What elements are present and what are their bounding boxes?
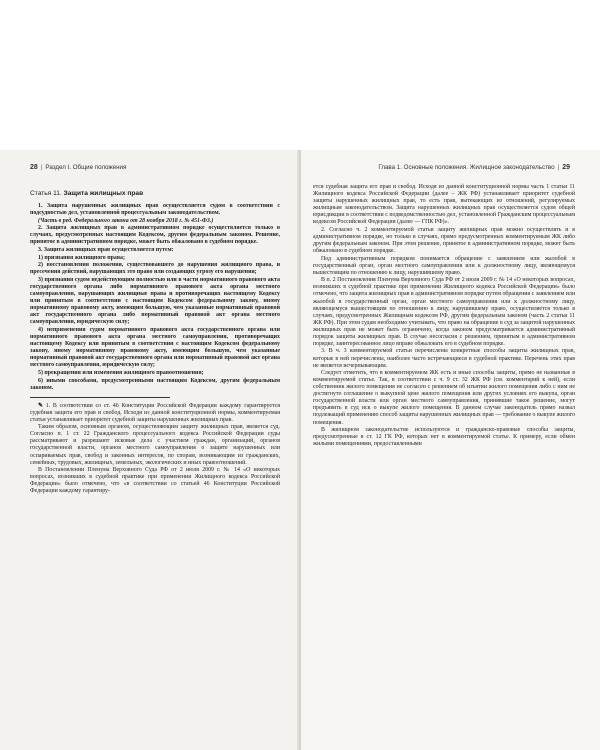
chapter-title: Глава 1. Основные положения. Жилищное законодательство	[378, 164, 555, 171]
commentary-paragraph: 2. Согласно ч. 2 комментируемой статьи защиту жилищных прав можно осуществлять и в административном порядке, но только в случаях, прямо предусмотренных комментируемым ЖК либо другим федеральным законом. При этом решение, принятое в административном порядке, может быть обжаловано в судебном порядке.	[313, 226, 575, 255]
article-title: Защита жилищных прав	[63, 190, 144, 197]
law-paragraph: 3. Защита жилищных прав осуществляется путем:	[38, 247, 174, 254]
commentary-icon: ✎	[38, 402, 46, 409]
commentary-paragraph: Следует отметить, что в комментируемом ЖК есть и иные способы защиты, прямо не названные в комментируемой статье. Так, в соответствии с ч. 9 ст. 32 ЖК РФ (см. комментарий к ней), если собственник жилого помещения не согласен с решением об изъятии жилого помещения либо с ним не достигнуто соглашение о выкупной цене жилого помещения или других условиях его выкупа, орган государственной власти или орган местного самоуправления, принявшие такое решение, могут предъявить в суд иск о выкупе жилого помещения. В данном случае законодатель прямо назвал подлежащий применению способ защиты нарушенных жилищных прав — требование о выкупе жилого помещения.	[313, 370, 575, 426]
law-amendment-note: (Часть в ред. Федерального закона от 28 ноября 2018 г. № 451-ФЗ.)	[38, 217, 214, 224]
commentary-paragraph: Таким образом, основным органом, осуществляющим защиту жилищных прав, является суд. Согласно п. 1 ст. 22 Гражданского процессуального кодекса Российской Федерации суды рассматривают и разрешают исковые дела с участием граждан, организаций, органов государственной власти, органов местного самоуправления о защите нарушенных или оспариваемых прав, свобод и законных интересов, по спорам, возникающим из гражданских, семейных, трудовых, жилищных, земельных, экологических и иных правоотношений.	[30, 424, 280, 466]
book-spread	[0, 150, 600, 750]
commentary-text	[30, 403, 280, 496]
right-page	[301, 150, 600, 750]
commentary-paragraph: ется судебная защита его прав и свобод. Исходя из данной конституционной нормы часть 1 статьи 11 Жилищного кодекса Российской Федерации (далее – ЖК РФ) устанавливает приоритет судебной защиты нарушенных жилищных прав, то есть прав, вытекающих из отношений, регулируемых жилищным законодательством. Защита нарушенных жилищных прав осуществляется судом общей юрисдикции в соответствии с подведомственностью дел, установленной Гражданским процессуальным кодексом Российской Федерации (далее — ГПК РФ)».	[313, 184, 575, 226]
article-heading	[30, 190, 280, 197]
law-list-item: 3) признания судом недействующим полностью или в части нормативного правового акта государственного органа либо нормативного правового акта органа местного самоуправления, нарушающих жилищные права и противоречащих настоящему Кодексу или принятым в соответствии с настоящим Кодексом федеральному закону, иному нормативному правовому акту, имеющим большую, чем указанные нормативный правовой акт государственного органа либо нормативный правовой акт органа местного самоуправления, юридическую силу;	[30, 277, 280, 326]
law-list-item: 6) иными способами, предусмотренными настоящим Кодексом, другим федеральным законом.	[30, 377, 280, 391]
commentary-paragraph: ✎ 1. В соответствии со ст. 46 Конституции Российской Федерации каждому гарантируется судебная защита его прав и свобод. Исходя из данной конституционной нормы, комментируемая статья устанавливает приоритет судебной защиты нарушенных жилищных прав.	[30, 402, 280, 423]
law-paragraph: 2. Защита жилищных прав в административном порядке осуществляется только в случаях, предусмотренных настоящим Кодексом, другим федеральным законом. Решение, принятое в административном порядке, может быть обжаловано в судебном порядке.	[30, 225, 280, 246]
section-title: Раздел I. Общие положения	[45, 164, 127, 171]
left-page	[0, 150, 299, 750]
law-list-item: 5) прекращения или изменения жилищного правоотношения;	[38, 369, 204, 376]
left-running-header	[30, 164, 126, 171]
commentary-paragraph: В п. 2 Постановления Пленума Верховного Суда РФ от 2 июля 2009 г. № 14 «О некоторых вопросах, возникших в судебной практике при применении Жилищного кодекса Российской Федерации» было отмечено, что защита жилищных прав в административном порядке путем обращения с заявлением или жалобой в государственный орган, орган местного самоуправления или к должностному лицу, являющемуся вышестоящим по отношению к лицу, нарушившему право, осуществляется только в случаях, предусмотренных Жилищным кодексом РФ, другим федеральным законом (часть 2 статьи 11 ЖК РФ). При этом судам необходимо учитывать, что право на обращение в суд за защитой нарушенных жилищных прав не может быть ограничено, когда законом предусматривается административный порядок защиты жилищных прав. В случае несогласия с решением, принятым в административном порядке, заинтересованное лицо вправе обжаловать его в судебном порядке.	[313, 277, 575, 347]
right-page-number: 29	[562, 164, 570, 171]
section-divider	[30, 397, 170, 398]
commentary-paragraph: В Постановлении Пленума Верховного Суда РФ от 2 июля 2009 г. № 14 «О некоторых вопросах, возникших в судебной практике при применении Жилищного кодекса Российской Федерации» было отмечено, что «в соответствии со статьей 46 Конституции Российской Федерации каждому гарантиру-	[30, 467, 280, 495]
law-list-item: 2) восстановления положения, существовавшего до нарушения жилищного права, и пресечения действий, нарушающих это право или создающих угрозу его нарушения;	[30, 262, 280, 276]
right-running-header	[378, 164, 570, 171]
law-paragraph: 1. Защита нарушенных жилищных прав осуществляется судом в соответствии с подсудностью дел, установленной процессуальным законодательством.	[30, 203, 280, 217]
left-text-column	[30, 184, 280, 496]
commentary-paragraph: Под административным порядком понимается обращение с заявлением или жалобой в государственный орган, орган местного самоуправления или к должностному лицу, являющемуся вышестоящим по отношению к лицу, нарушившему право.	[313, 255, 575, 276]
left-page-number: 28	[30, 164, 38, 171]
header-divider: |	[557, 164, 560, 171]
commentary-paragraph: В жилищном законодательстве используются и гражданско-правовые способы защиты, предусмотренные в ст. 12 ГК РФ, которых нет в комментируемой статье. К примеру, если обмен жилыми помещениями, предоставленными	[313, 427, 575, 448]
law-list-item: 4) неприменения судом нормативного правового акта государственного органа или нормативного правового акта органа местного самоуправления, противоречащих настоящему Кодексу или принятым в соответствии с настоящим Кодексом федеральному закону, иному нормативному правовому акту, имеющим большую, чем указанные нормативный правовой акт государственного органа или нормативный правовой акт органа местного самоуправления, юридическую силу;	[30, 327, 280, 369]
law-text	[30, 203, 280, 392]
header-divider: |	[40, 164, 43, 171]
article-label: Статья 11.	[30, 190, 62, 197]
law-list-item: 1) признания жилищного права;	[38, 254, 125, 261]
right-text-column	[313, 184, 575, 449]
commentary-paragraph: 3. В ч. 3 комментируемой статьи перечислены конкретные способы защиты жилищных прав, которые в ней перечислены, наиболее часто встречающиеся в судебной практике. Перечень этих прав не является исчерпывающим.	[313, 348, 575, 369]
